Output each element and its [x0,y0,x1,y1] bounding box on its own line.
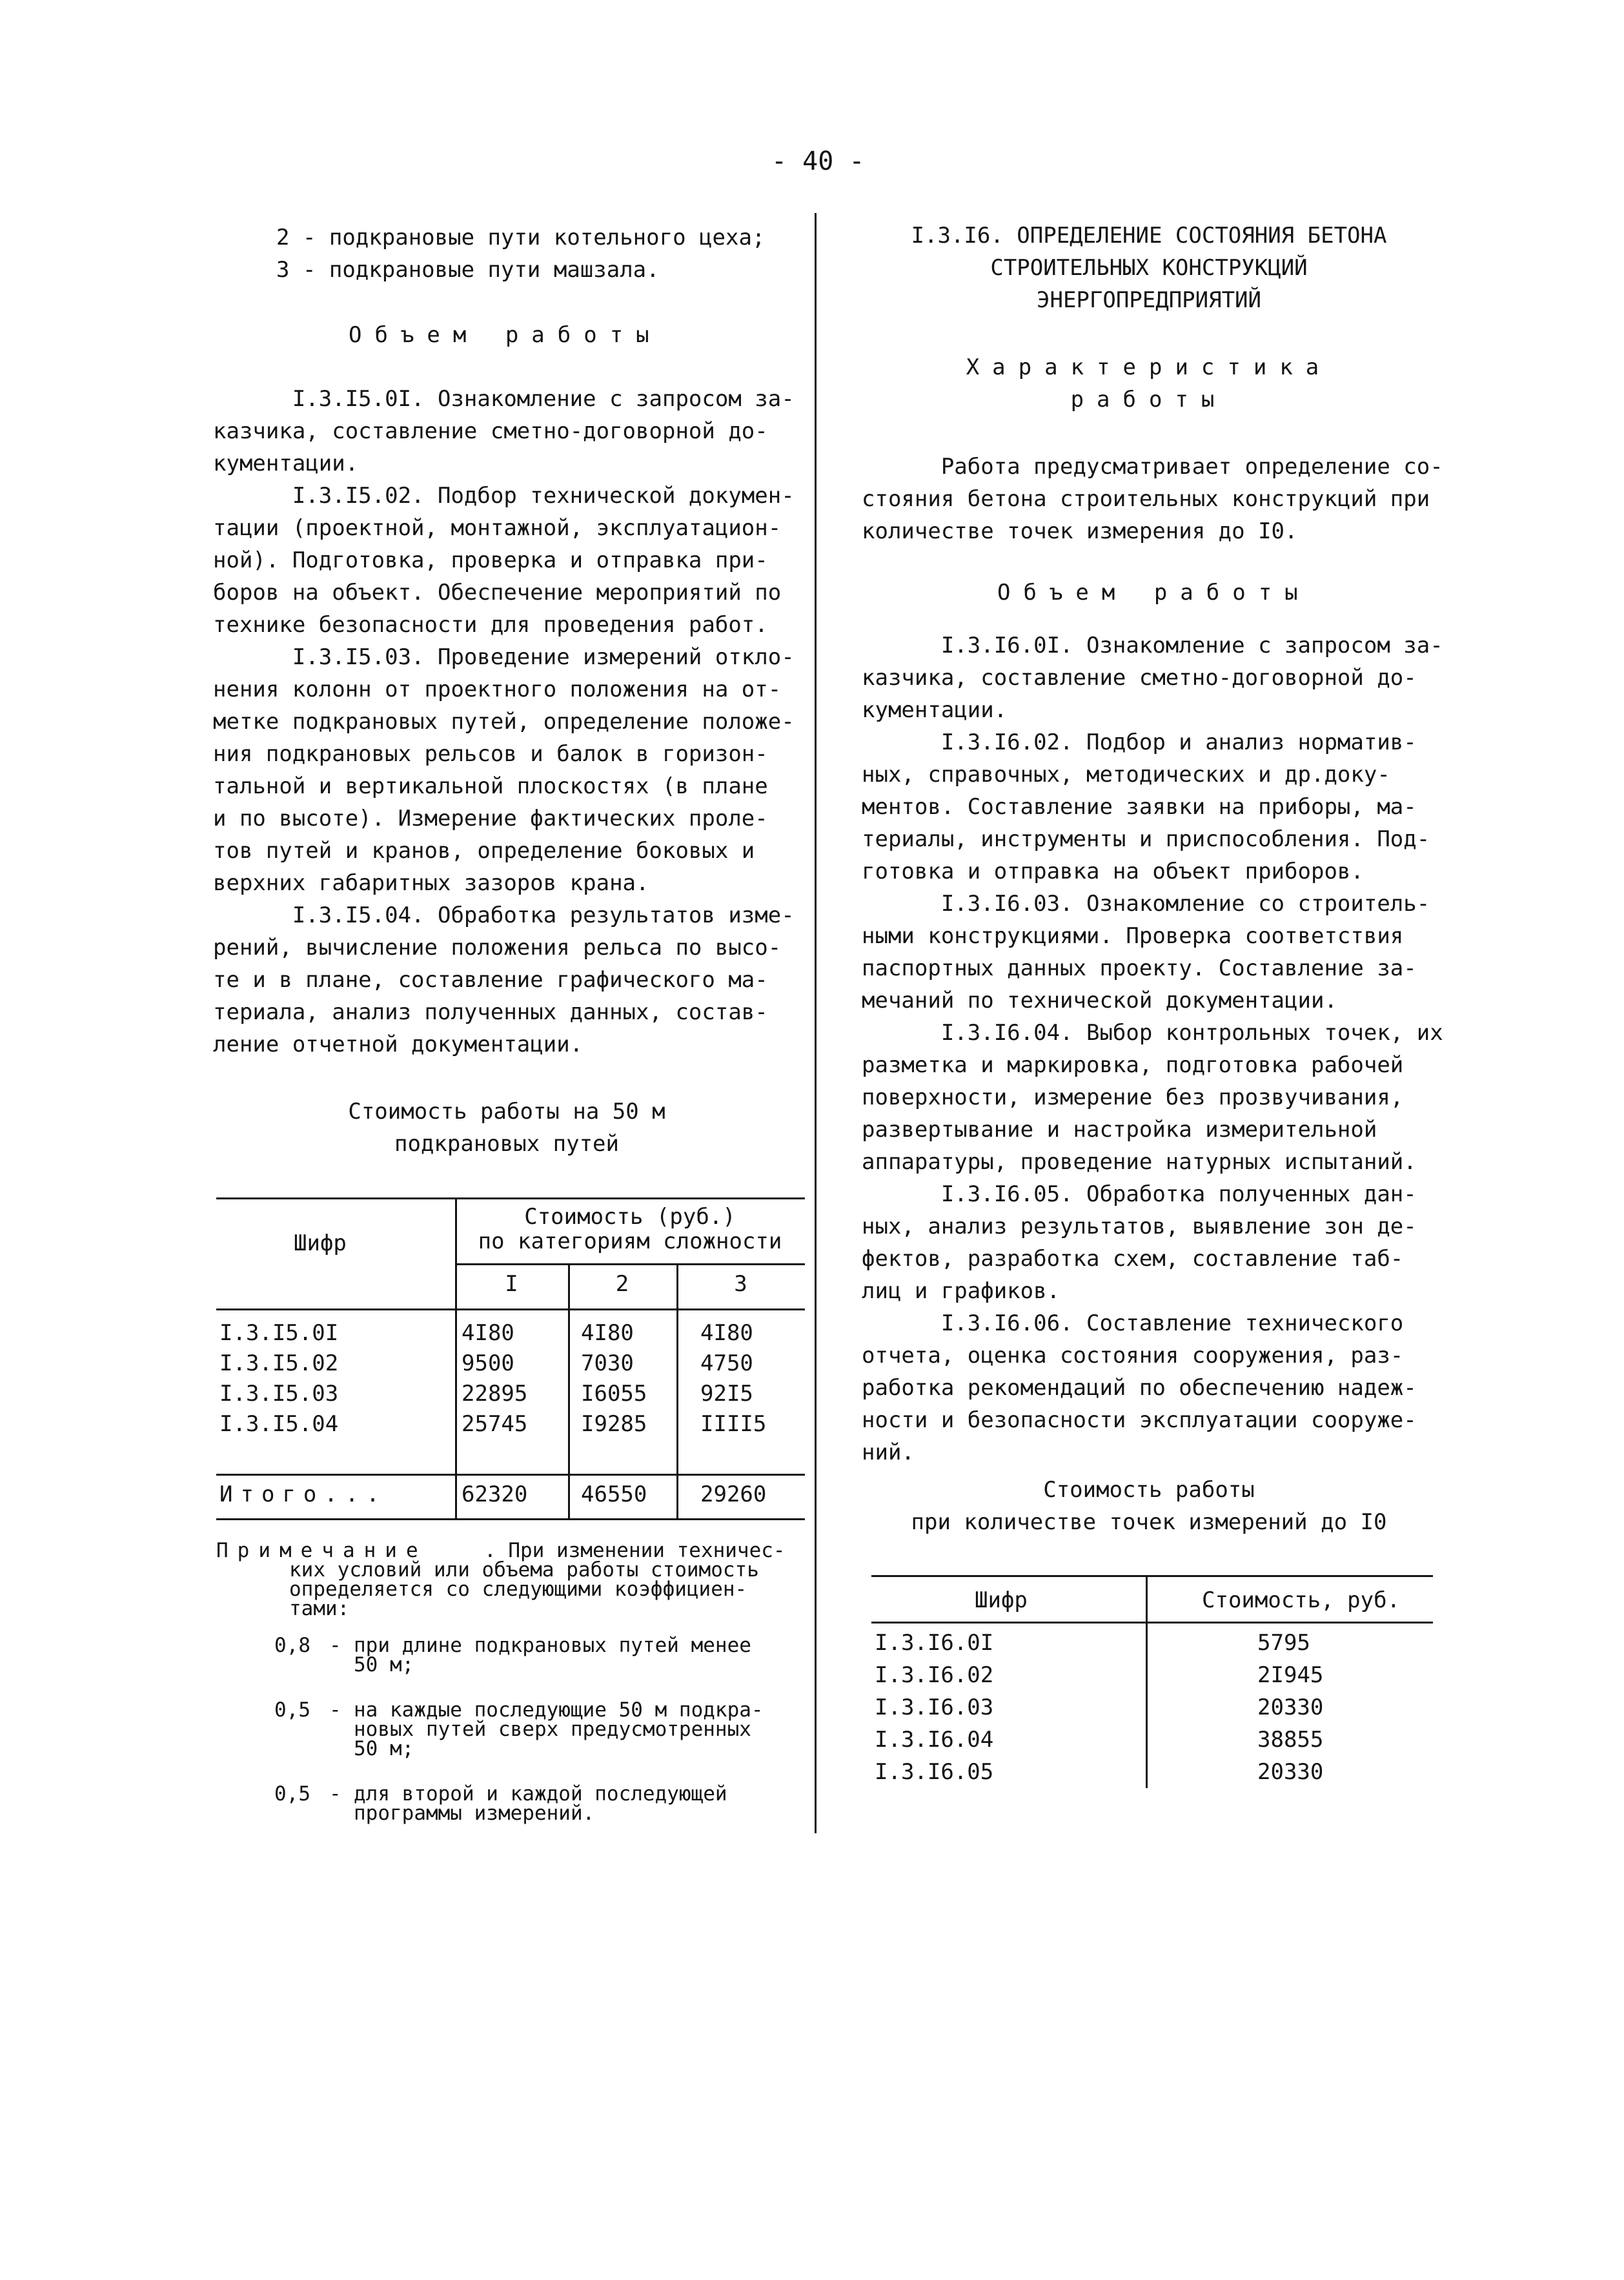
scope-line: териалы, инструменты и приспособления. Под- [862,826,1430,852]
coefficient-value: 0,8 [274,1634,310,1657]
scope-line: боров на объект. Обеспечение мероприятий по [213,580,782,606]
row-value: IIII5 [700,1411,767,1437]
row-value: 9500 [462,1350,514,1376]
intro-line: 3 - подкрановые пути машзала. [276,257,660,283]
total-label: Итого... [219,1481,387,1507]
scope-line: I.3.I6.02. Подбор и анализ норматив- [862,729,1417,755]
characteristic-text: количестве точек измерения до I0. [862,518,1298,544]
row-value: 20330 [1257,1759,1324,1785]
table-vrule [676,1263,678,1518]
row-value: 4I80 [462,1320,514,1346]
scope-line: ление отчетной документации. [213,1032,584,1057]
section-title: СТРОИТЕЛЬНЫХ КОНСТРУКЦИЙ [990,255,1308,281]
row-value: 2I945 [1257,1662,1324,1688]
coefficient-text: новых путей сверх предусмотренных [354,1718,751,1741]
scope-line: I.3.I5.03. Проведение измерений откло- [213,644,795,670]
row-value: 38855 [1257,1727,1324,1753]
scope-line: териала, анализ полученных данных, состав- [213,999,768,1025]
section-title: ЭНЕРГОПРЕДПРИЯТИЙ [1037,287,1261,313]
scope-line: тов путей и кранов, определение боковых и [213,838,755,864]
note-text: тами: [289,1597,350,1620]
row-code: I.3.I6.02 [875,1662,994,1688]
scope-line: ния подкрановых рельсов и балок в горизон- [213,741,768,767]
row-value: I9285 [581,1411,647,1437]
right-cost-title: при количестве точек измерений до I0 [911,1509,1387,1535]
table-total-rule-bottom [216,1518,805,1520]
column-divider [815,213,817,1833]
scope-line: фектов, разработка схем, составление таб- [862,1246,1404,1272]
header-cost: Стоимость (руб.) [524,1204,736,1230]
row-value: 7030 [581,1350,634,1376]
row-code: I.3.I5.0I [219,1320,339,1346]
row-code: I.3.I6.05 [875,1759,994,1785]
coefficient-text: на каждые последующие 50 м подкра- [354,1698,764,1722]
characteristic-text: Работа предусматривает определение со- [862,454,1443,480]
row-value: 4I80 [581,1320,634,1346]
row-value: 4I80 [700,1320,753,1346]
header-code: Шифр [975,1587,1028,1613]
scope-line: ности и безопасности эксплуатации сооруже- [862,1407,1417,1433]
scope-line: разметка и маркировка, подготовка рабочей [862,1052,1404,1078]
coefficient-text: для второй и каждой последующей [354,1782,727,1806]
characteristic-text: стояния бетона строительных конструкций при [862,486,1430,512]
table-total-rule-top [216,1474,805,1476]
scope-line: ной). Подготовка, проверка и отправка при- [213,547,768,573]
right-scope-heading: Объем работы [997,580,1311,606]
scope-line: рений, вычисление положения рельса по высо- [213,935,782,961]
category-header: 2 [615,1271,629,1297]
row-value: I6055 [581,1381,647,1407]
coefficient-text: 50 м; [354,1737,414,1760]
scope-line: тации (проектной, монтажной, эксплуатацион- [213,515,782,541]
scope-line: тальной и вертикальной плоскостях (в плане [213,773,768,799]
header-code: Шифр [294,1230,347,1256]
scope-line: технике безопасности для проведения работ. [213,612,768,638]
scope-line: нения колонн от проектного положения на от- [213,677,782,702]
scope-line: ний. [862,1440,915,1465]
characteristic-heading: работы [1070,387,1228,412]
total-cell: 29260 [700,1481,767,1507]
table-mid-rule [455,1263,805,1265]
row-value: 22895 [462,1381,528,1407]
scope-line: готовка и отправка на объект приборов. [862,859,1364,884]
row-value: 5795 [1257,1630,1310,1656]
coefficient-text: программы измерений. [354,1802,595,1825]
scope-line: кументации. [862,697,1008,723]
scope-line: ных, анализ результатов, выявление зон де- [862,1214,1417,1239]
coefficient-dash: - [329,1634,341,1657]
scope-line: паспортных данных проекту. Составление за- [862,955,1417,981]
table-top-rule [216,1197,805,1199]
scope-line: поверхности, измерение без прозвучивания, [862,1084,1404,1110]
note-text: . При изменении техничес- [484,1539,786,1562]
scope-line: мечаний по технической документации. [862,988,1337,1013]
row-code: I.3.I5.03 [219,1381,339,1407]
scope-line: те и в плане, составление графического ма- [213,967,768,993]
note-text: определяется со следующими коэффициен- [289,1578,747,1601]
scope-line: верхних габаритных зазоров крана. [213,870,649,896]
right-cost-title: Стоимость работы [1043,1477,1255,1503]
scope-line: кументации. [213,451,359,476]
scope-line: ных, справочных, методических и др.доку- [862,762,1390,788]
scope-line: казчика, составление сметно-договорной до- [213,418,768,444]
table-vrule [568,1263,570,1518]
scope-line: развертывание и настройка измерительной [862,1117,1377,1143]
row-code: I.3.I6.04 [875,1727,994,1753]
scope-line: аппаратуры, проведение натурных испытаний. [862,1149,1417,1175]
note-text: ких условий или объема работы стоимость [289,1558,759,1582]
scope-line: I.3.I6.0I. Ознакомление с запросом за- [862,633,1443,658]
left-cost-title-1: Стоимость работы на 50 м [348,1099,665,1125]
characteristic-heading: Характеристика [966,354,1332,380]
section-title: I.3.I6. ОПРЕДЕЛЕНИЕ СОСТОЯНИЯ БЕТОНА [911,223,1387,249]
total-cell: 46550 [581,1481,647,1507]
coefficient-dash: - [329,1782,341,1806]
note-label: Примечание [216,1539,427,1562]
scope-line: I.3.I6.04. Выбор контрольных точек, их [862,1020,1443,1046]
row-value: 20330 [1257,1695,1324,1720]
left-scope-heading: Объем работы [349,322,662,348]
row-code: I.3.I5.02 [219,1350,339,1376]
scope-line: I.3.I6.06. Составление технического [862,1310,1404,1336]
category-header: I [505,1271,518,1297]
scope-line: и по высоте). Измерение фактических проле- [213,806,768,831]
row-value: 92I5 [700,1381,753,1407]
coefficient-text: 50 м; [354,1653,414,1676]
coefficient-value: 0,5 [274,1698,310,1722]
row-code: I.3.I5.04 [219,1411,339,1437]
category-header: 3 [734,1271,747,1297]
row-value: 25745 [462,1411,528,1437]
row-code: I.3.I6.0I [875,1630,994,1656]
scope-line: ментов. Составление заявки на приборы, ма- [862,794,1417,820]
scope-line: лиц и графиков. [862,1278,1061,1304]
coefficient-value: 0,5 [274,1782,310,1806]
scope-line: I.3.I5.04. Обработка результатов изме- [213,902,795,928]
table-vrule [1146,1575,1148,1788]
coefficient-dash: - [329,1698,341,1722]
page-number: - 40 - [771,147,865,176]
scope-line: I.3.I5.0I. Ознакомление с запросом за- [213,386,795,412]
table-header-rule [871,1622,1433,1623]
scope-line: казчика, составление сметно-договорной до- [862,665,1417,691]
scope-line: ными конструкциями. Проверка соответствия [862,923,1404,949]
coefficient-text: при длине подкрановых путей менее [354,1634,751,1657]
left-cost-title-2: подкрановых путей [394,1131,619,1157]
scope-line: I.3.I6.03. Ознакомление со строитель- [862,891,1430,917]
scope-line: I.3.I5.02. Подбор технической докумен- [213,483,795,509]
row-code: I.3.I6.03 [875,1695,994,1720]
scope-line: отчета, оценка состояния сооружения, раз- [862,1343,1404,1369]
header-cost: по категориям сложности [478,1228,782,1254]
table-header-rule [216,1308,805,1310]
total-cell: 62320 [462,1481,528,1507]
row-value: 4750 [700,1350,753,1376]
scope-line: метке подкрановых путей, определение положе- [213,709,795,735]
intro-line: 2 - подкрановые пути котельного цеха; [276,225,766,250]
scope-line: работка рекомендаций по обеспечению надеж- [862,1375,1417,1401]
table-top-rule [871,1575,1433,1577]
header-cost: Стоимость, руб. [1202,1587,1401,1613]
scope-line: I.3.I6.05. Обработка полученных дан- [862,1181,1417,1207]
